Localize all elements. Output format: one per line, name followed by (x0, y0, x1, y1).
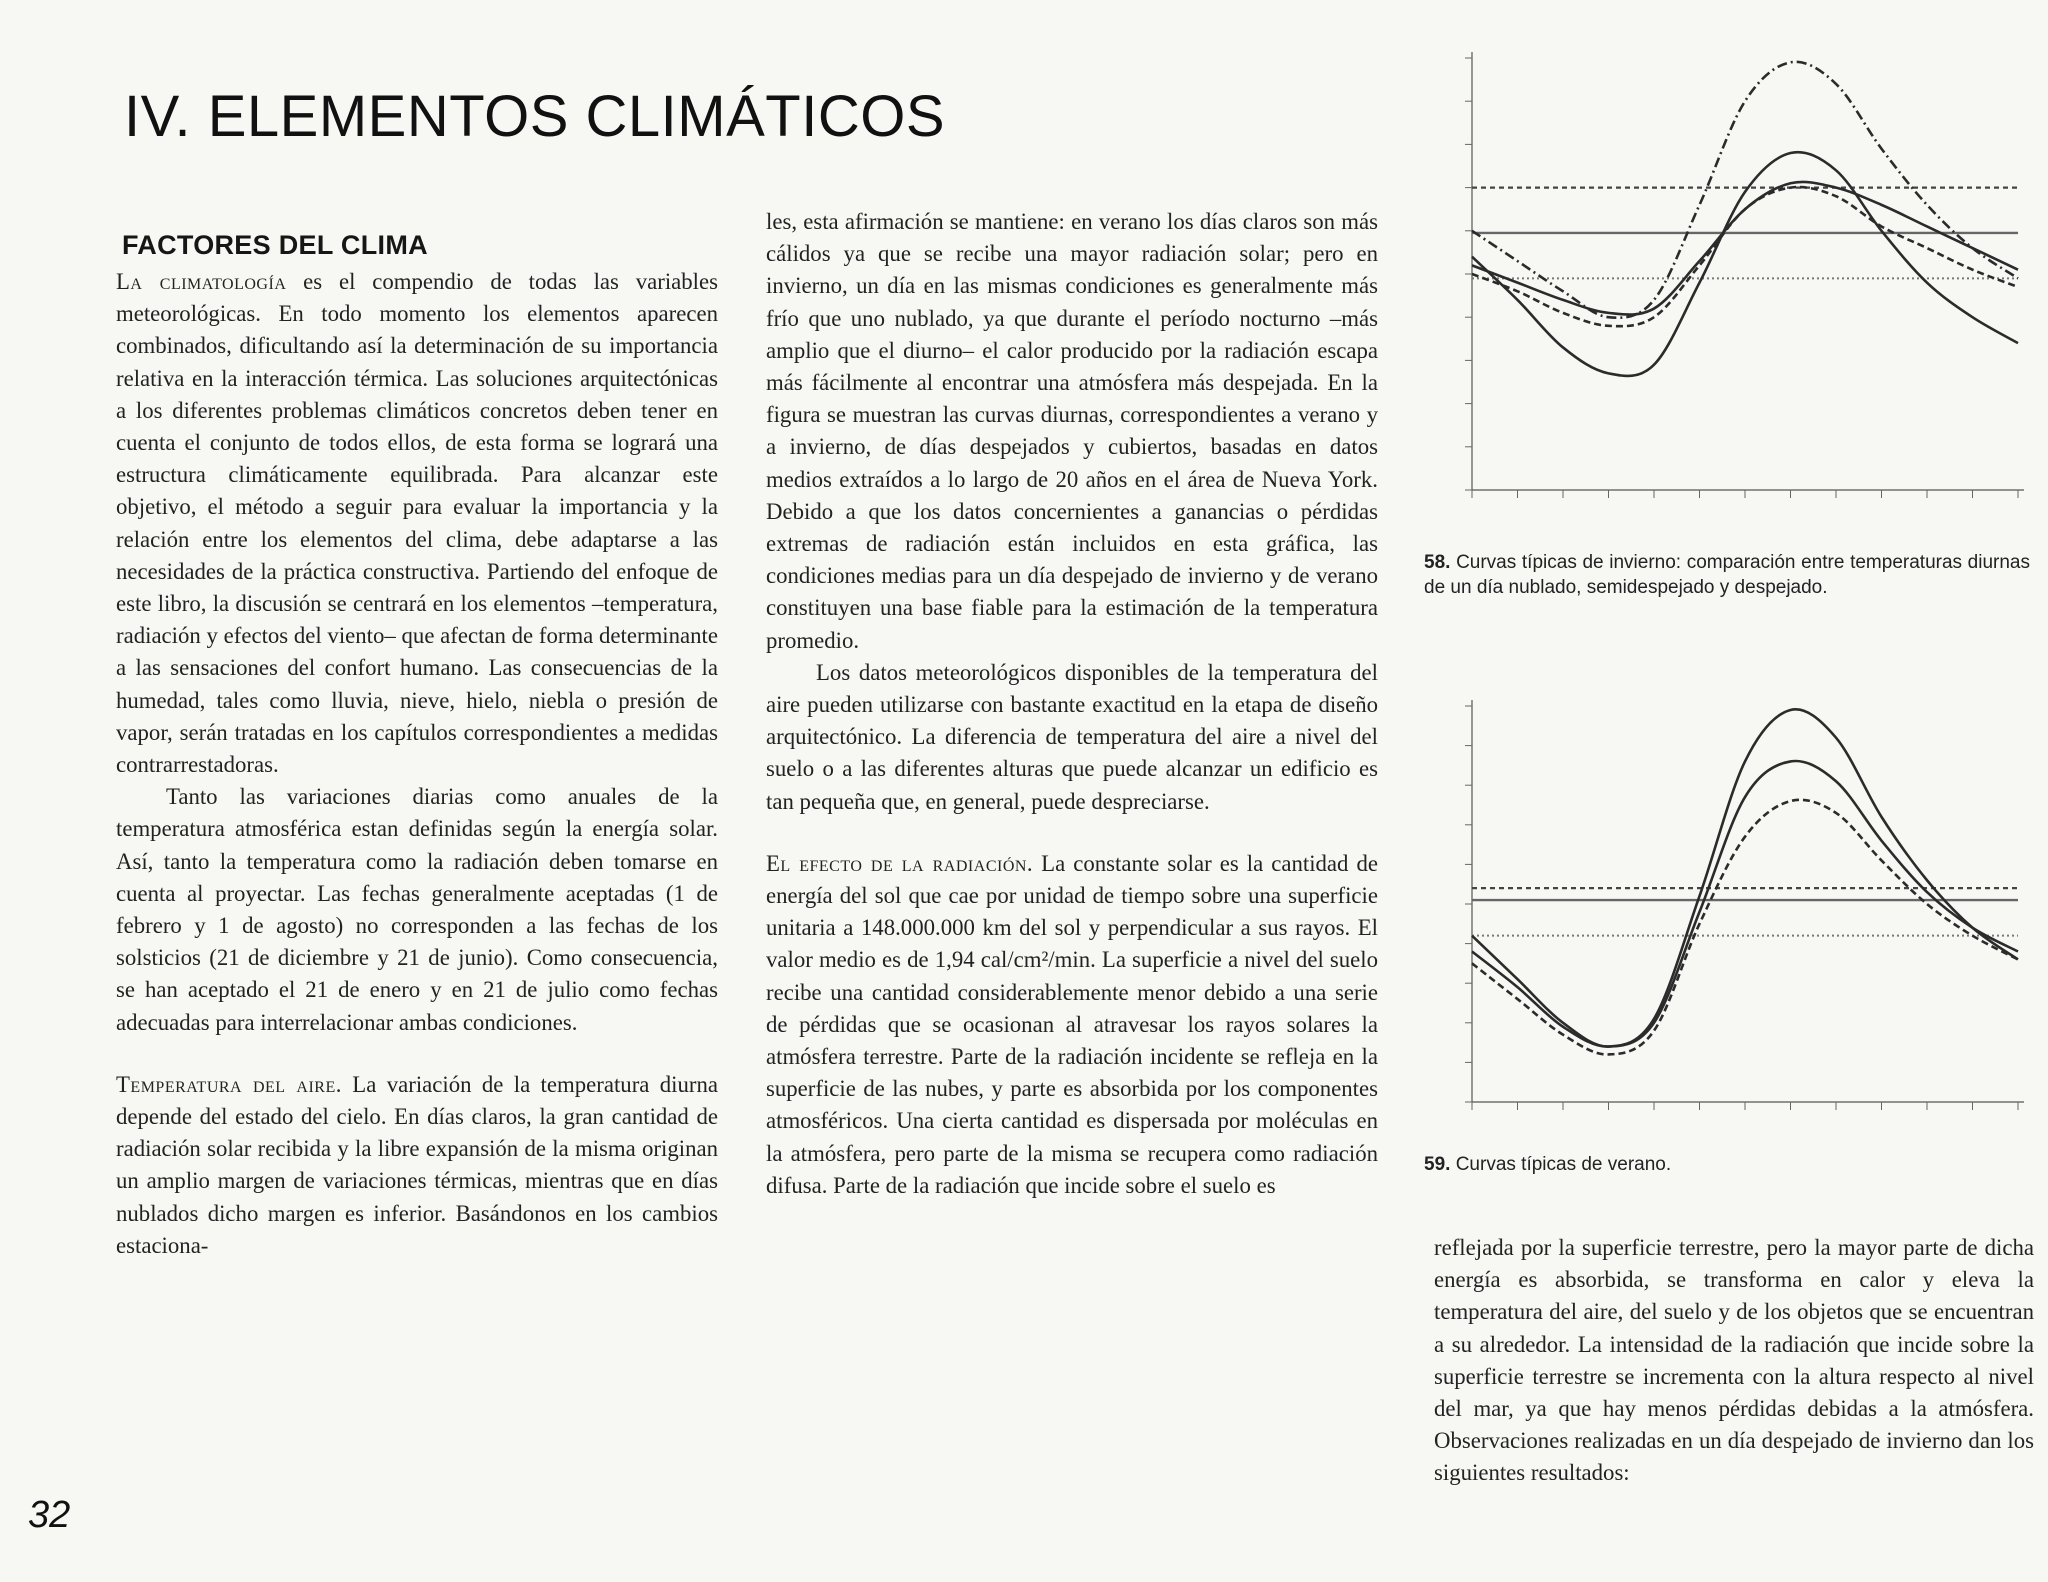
caption-text: Curvas típicas de invierno: comparación entre temperaturas diurnas de un día nublado, semidespejado y despejado. (1424, 552, 2030, 598)
text-column-2 (766, 206, 1378, 1202)
text-column-3 (1434, 1232, 2034, 1490)
winter-curves-chart (1418, 44, 2030, 544)
series-curve-2 (1472, 761, 2018, 1047)
caption-number: 59. (1424, 1154, 1451, 1175)
series-curve-1 (1472, 709, 2018, 1046)
series-curve-4 (1472, 182, 2018, 315)
summer-curves-chart (1418, 692, 2030, 1144)
paragraph-climatologia (116, 266, 718, 781)
caption-number: 58. (1424, 552, 1451, 573)
figure-58-chart (1418, 44, 2030, 544)
section-heading: FACTORES DEL CLIMA (122, 230, 428, 261)
figure-59-caption (1424, 1152, 2030, 1177)
figure-58-caption (1424, 550, 2030, 600)
paragraph-text: La variación de la temperatura diurna depende del estado del cielo. En días claros, la gran cantidad de radiación solar recibida y la libre expansión de la misma originan un amplio margen de variaciones térmicas, mientras que en días nublados dicho margen es inferior. Basándonos en los cambios estaciona- (116, 1071, 718, 1258)
lead-term: El efecto de la radiación. (766, 850, 1034, 876)
paragraph-reflejada: reflejada por la superficie terrestre, pero la mayor parte de dicha energía es absorbida, se transforma en calor y eleva la temperatura del aire, del suelo y de los objetos que se encuentran a su alrededor. La intensidad de la radiación que incide sobre la superficie terrestre se incrementa con la altura respecto al nivel del mar, ya que hay menos pérdidas debidas a la atmósfera. Observaciones realizadas en un día despejado de invierno dan los siguientes resultados: (1434, 1235, 2034, 1486)
paragraph-temperatura (116, 1069, 718, 1262)
paragraph-variaciones: Tanto las variaciones diarias como anuales de la temperatura atmosférica estan definidas según la energía solar. Así, tanto la temperatura como la radiación deben tomarse en cuenta al proyectar. Las fechas generalmente aceptadas (1 de febrero y 1 de agosto) no corresponden a las fechas de los solsticios (21 de diciembre y 21 de junio). Como consecuencia, se han aceptado el 21 de enero y en 21 de julio como fechas adecuadas para interrelacionar ambas condiciones. (116, 784, 718, 1035)
page-title: IV. ELEMENTOS CLIMÁTICOS (124, 83, 945, 149)
paragraph-datos-meteorologicos: Los datos meteorológicos disponibles de la temperatura del aire pueden utilizarse con bastante exactitud en la etapa de diseño arquitectónico. La diferencia de temperatura del aire a nivel del suelo o a las diferentes alturas que puede alcanzar un edificio es tan pequeña que, en general, puede despreciarse. (766, 659, 1378, 814)
lead-term: La climatología (116, 269, 287, 294)
paragraph-radiacion (766, 848, 1378, 1202)
text-column-1 (116, 266, 718, 1262)
lead-term: Temperatura del aire. (116, 1071, 342, 1097)
paragraph-text: La constante solar es la cantidad de energía del sol que cae por unidad de tiempo sobre una superficie unitaria a 148.000.000 km del sol y perpendicular a sus rayos. El valor medio es de 1,94 cal/cm²/min. La superficie a nivel del suelo recibe una cantidad considerablemente menor debido a una serie de pérdidas que se ocasionan al atravesar los rayos solares la atmósfera terrestre. Parte de la radiación incidente se refleja en la superficie de las nubes, y parte es absorbida por los componentes atmosféricos. Una cierta cantidad es dispersada por moléculas en la atmósfera, pero parte de la misma se recupera como radiación difusa. Parte de la radiación que incide sobre el suelo es (766, 850, 1378, 1198)
paragraph-estacionales: les, esta afirmación se mantiene: en verano los días claros son más cálidos ya que se recibe una mayor radiación solar; pero en invierno, un día en las mismas condiciones es generalmente más frío que uno nublado, ya que durante el período nocturno –más amplio que el diurno– el calor producido por la radiación escapa más fácilmente al encontrar una atmósfera más despejada. En la figura se muestran las curvas diurnas, correspondientes a verano y a invierno, de días despejados y cubiertos, basadas en datos medios extraídos a lo largo de 20 años en el área de Nueva York. Debido a que los datos concernientes a ganancias o pérdidas extremas de radiación están incluidos en esta gráfica, las condiciones medias para un día despejado de invierno y de verano constituyen una base fiable para la estimación de la temperatura promedio. (766, 209, 1378, 653)
page-number: 32 (28, 1494, 71, 1536)
paragraph-text: es el compendio de todas las variables meteorológicas. En todo momento los elementos aparecen combinados, dificultando así la determinación de su importancia relativa en la interacción térmica. Las soluciones arquitectónicas a los diferentes problemas climáticos concretos deben tener en cuenta el conjunto de todos ellos, de esta forma se logrará una estructura climáticamente equilibrada. Para alcanzar este objetivo, el método a seguir para evaluar la importancia y la relación entre los elementos del clima, debe adaptarse a las necesidades de la práctica constructiva. Partiendo del enfoque de este libro, la discusión se centrará en los elementos –temperatura, radiación y efectos del viento– que afectan de forma determinante a las sensaciones del confort humano. Las consecuencias de la humedad, tales como lluvia, nieve, hielo, niebla o presión de vapor, serán tratadas en los capítulos correspondientes a medidas contrarrestadoras. (116, 269, 719, 778)
figure-59-chart (1418, 692, 2030, 1144)
series-curve-2 (1472, 152, 2018, 376)
caption-text: Curvas típicas de verano. (1450, 1154, 1672, 1175)
